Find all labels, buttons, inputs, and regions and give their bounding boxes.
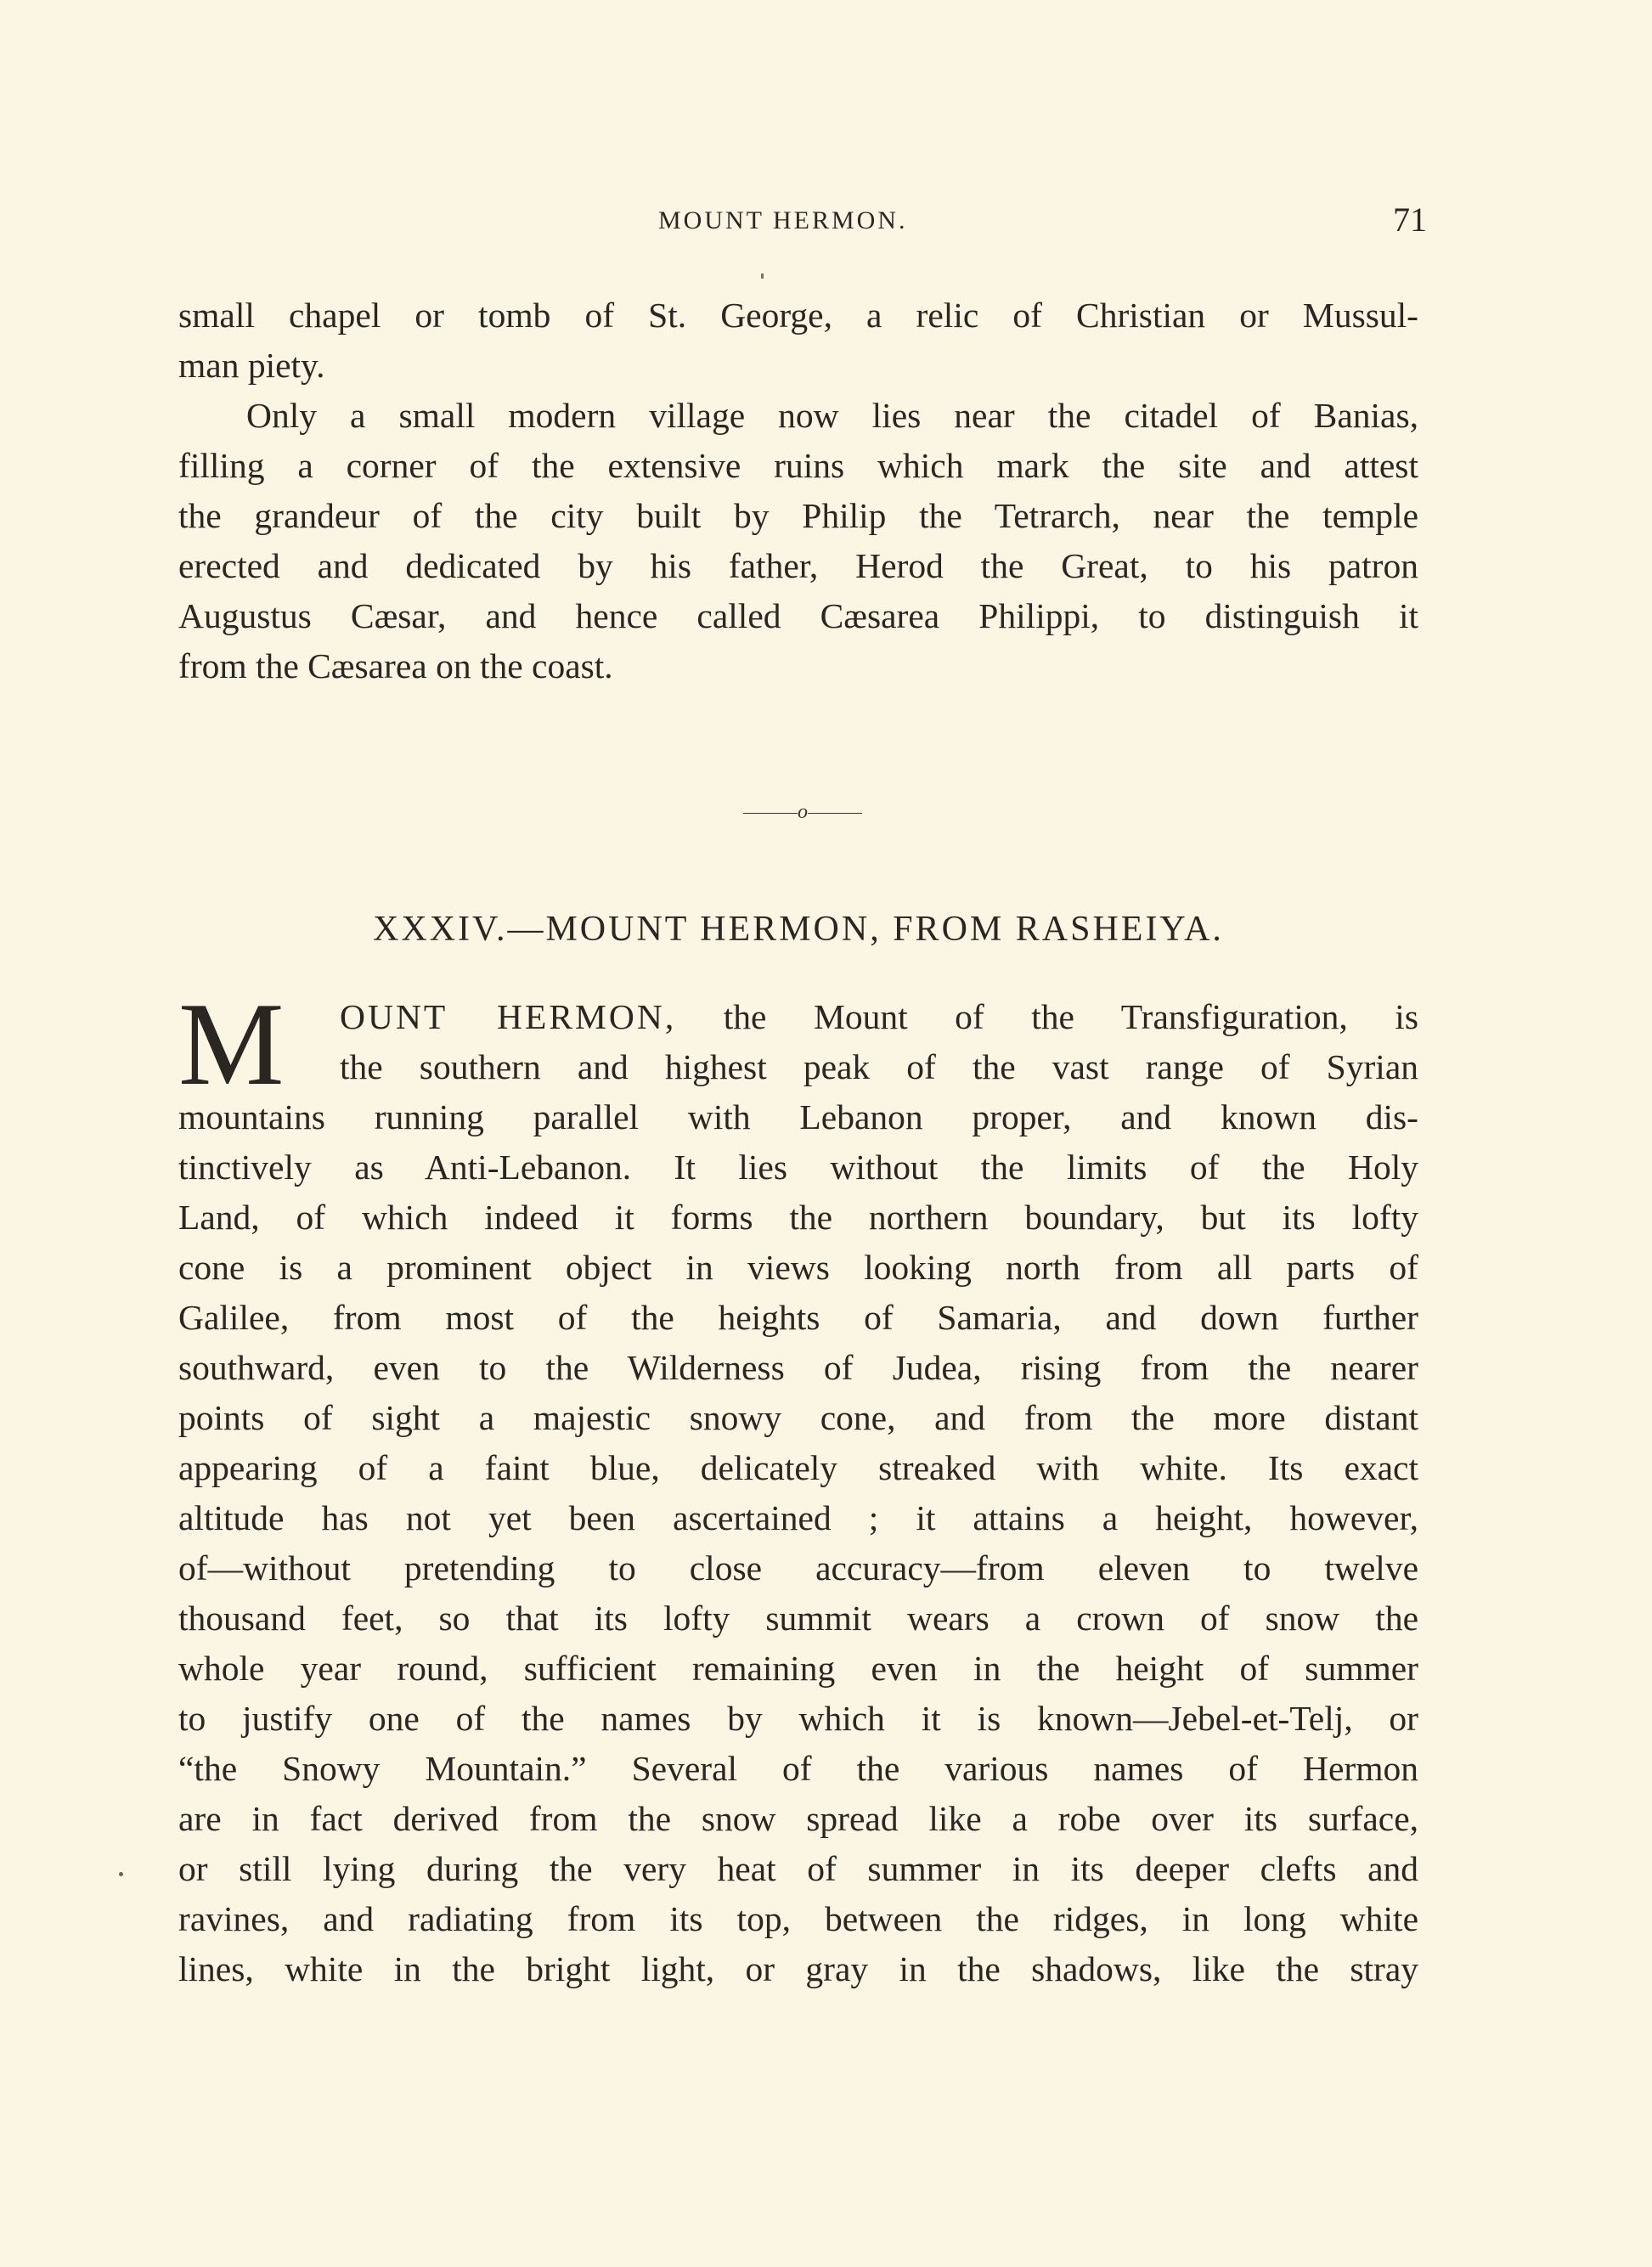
text-line: are in fact derived from the snow spread like a robe over its surface, — [178, 1799, 1418, 1838]
text-line: the grandeur of the city built by Philip the Tetrarch, near the temple — [178, 496, 1418, 535]
text-line: points of sight a majestic snowy cone, and from the more distant — [178, 1398, 1418, 1437]
first-line-rest: the Mount of the Transfiguration, is — [676, 997, 1418, 1036]
running-head-title: MOUNT HERMON. — [658, 206, 908, 234]
text-line: Land, of which indeed it forms the northern boundary, but its lofty — [178, 1198, 1418, 1237]
section-separator — [726, 801, 879, 826]
section-heading: XXXIV.—MOUNT HERMON, FROM RASHEIYA. — [373, 910, 1224, 949]
text-line: ravines, and radiating from its top, between the ridges, in long white — [178, 1899, 1418, 1938]
text-line: thousand feet, so that its lofty summit wears a crown of snow the — [178, 1599, 1418, 1638]
separator-rule-right — [808, 813, 862, 814]
text-line: of—without pretending to close accuracy—from eleven to twelve — [178, 1548, 1418, 1587]
drop-cap: M — [178, 978, 285, 1110]
separator-mark: o — [798, 801, 808, 823]
separator-rule-left — [743, 813, 798, 814]
text-line: man piety. — [178, 346, 325, 385]
small-caps-lead: OUNT HERMON, — [340, 997, 677, 1036]
text-line: to justify one of the names by which it is known—Jebel-et-Telj, or — [178, 1699, 1418, 1738]
paragraph-continuation — [178, 290, 1418, 691]
margin-dot — [119, 1872, 123, 1876]
text-line: “the Snowy Mountain.” Several of the various names of Hermon — [178, 1749, 1418, 1788]
margin-mark — [761, 274, 764, 279]
text-line: lines, white in the bright light, or gray in the shadows, like the stray — [178, 1949, 1418, 1988]
text-line: small chapel or tomb of St. George, a relic of Christian or Mussul- — [178, 296, 1418, 335]
text-line: Only a small modern village now lies near the citadel of Banias, — [246, 396, 1418, 435]
text-line: southward, even to the Wilderness of Judea, rising from the nearer — [178, 1348, 1418, 1387]
text-line: or still lying during the very heat of summer in its deeper clefts and — [178, 1849, 1418, 1888]
text-line: tinctively as Anti-Lebanon. It lies without the limits of the Holy — [178, 1148, 1418, 1187]
page-number: 71 — [1393, 200, 1427, 239]
text-line: cone is a prominent object in views looking north from all parts of — [178, 1248, 1418, 1287]
text-line: filling a corner of the extensive ruins which mark the site and attest — [178, 446, 1418, 485]
text-line: the southern and highest peak of the vast range of Syrian — [340, 1047, 1418, 1086]
section-body — [178, 978, 1418, 1994]
text-line: mountains running parallel with Lebanon proper, and known dis- — [178, 1097, 1418, 1136]
text-line: appearing of a faint blue, delicately streaked with white. Its exact — [178, 1448, 1418, 1487]
text-line: Galilee, from most of the heights of Samaria, and down further — [178, 1298, 1418, 1337]
text-line: altitude has not yet been ascertained ; it attains a height, however, — [178, 1498, 1418, 1537]
text-line: Augustus Cæsar, and hence called Cæsarea Philippi, to distinguish it — [178, 596, 1418, 635]
text-line: from the Cæsarea on the coast. — [178, 646, 613, 685]
running-head — [178, 200, 1427, 240]
text-line: erected and dedicated by his father, Herod the Great, to his patron — [178, 546, 1418, 585]
text-line: whole year round, sufficient remaining even in the height of summer — [178, 1649, 1418, 1688]
text-line-first — [178, 992, 1418, 1042]
